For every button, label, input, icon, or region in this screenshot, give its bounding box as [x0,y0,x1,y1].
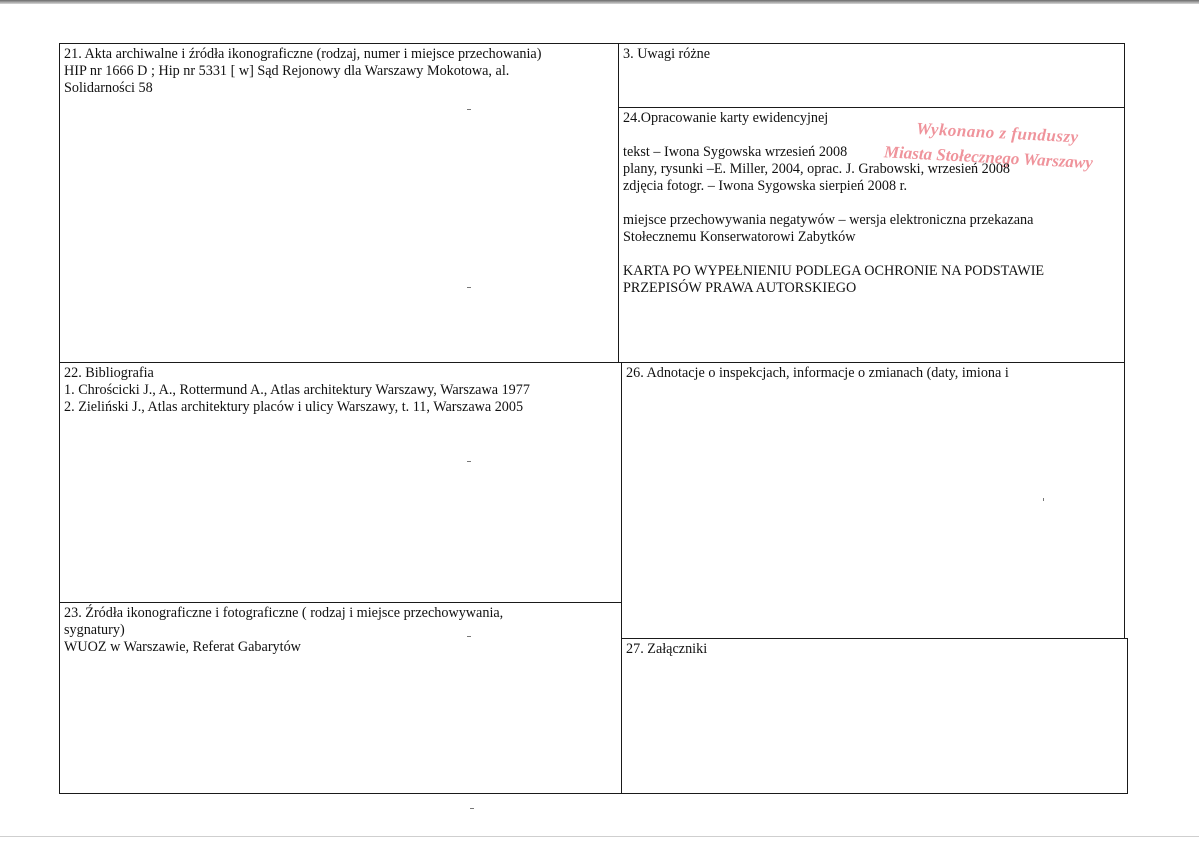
scan-speck [467,287,471,288]
section-24-copyright-line-2: PRZEPISÓW PRAWA AUTORSKIEGO [623,280,857,296]
scan-speck [467,636,471,637]
scan-speck [467,109,471,110]
section-23-line-1: WUOZ w Warszawie, Referat Gabarytów [64,639,301,655]
funding-stamp-line-1: Wykonano z funduszy [915,118,1080,147]
section-24-storage-line-2: Stołecznemu Konserwatorowi Zabytków [623,229,856,245]
section-23-header-line-2: sygnatury) [64,622,125,638]
bibliography-item: 1. Chrościcki J., A., Rottermund A., Atlas architektury Warszawy, Warszawa 1977 [64,382,530,398]
section-24-copyright-line-1: KARTA PO WYPEŁNIENIU PODLEGA OCHRONIE NA PODSTAWIE [623,263,1045,279]
section-27-attachments [621,638,1128,794]
section-22-header: 22. Bibliografia [64,365,154,381]
section-24-storage-line-1: miejsce przechowywania negatywów – wersja elektroniczna przekazana [623,212,1034,228]
section-24-photos-author: zdjęcia fotogr. – Iwona Sygowska sierpień 2008 r. [623,178,908,194]
scan-edge-top [0,0,1199,4]
section-21-line-1: HIP nr 1666 D ; Hip nr 5331 [ w] Sąd Rejonowy dla Warszawy Mokotowa, al. [64,63,510,79]
section-23-header-line-1: 23. Źródła ikonograficzne i fotograficzne ( rodzaj i miejsce przechowywania, [64,605,504,621]
scan-edge-bottom [0,836,1199,837]
section-24-plans-author: plany, rysunki –E. Miller, 2004, oprac. J. Grabowski, wrzesień 2008 [623,161,1011,177]
funding-stamp-line-2: Miasta Stołecznego Warszawy [883,142,1094,173]
section-24-card-preparation [618,107,1125,363]
bibliography-item: 2. Zieliński J., Atlas architektury placów i ulicy Warszawy, t. 11, Warszawa 2005 [64,399,524,415]
section-22-bibliography [59,362,622,603]
section-21-line-2: Solidarności 58 [64,80,153,96]
section-26-header: 26. Adnotacje o inspekcjach, informacje o zmianach (daty, imiona i [626,365,1009,381]
section-24-text-author: tekst – Iwona Sygowska wrzesień 2008 [623,144,848,160]
section-24-header: 24.Opracowanie karty ewidencyjnej [623,110,829,126]
scan-speck [470,808,474,809]
section-23-iconographic-sources [59,602,622,794]
scan-speck [467,461,471,462]
section-21-archival-records [59,43,619,363]
section-27-header: 27. Załączniki [626,641,708,657]
section-3-header: 3. Uwagi różne [623,46,711,62]
scan-speck [1043,498,1044,501]
section-26-inspection-notes [621,362,1125,639]
section-21-header: 21. Akta archiwalne i źródła ikonograficzne (rodzaj, numer i miejsce przechowania) [64,46,542,62]
section-3-remarks [618,43,1125,108]
